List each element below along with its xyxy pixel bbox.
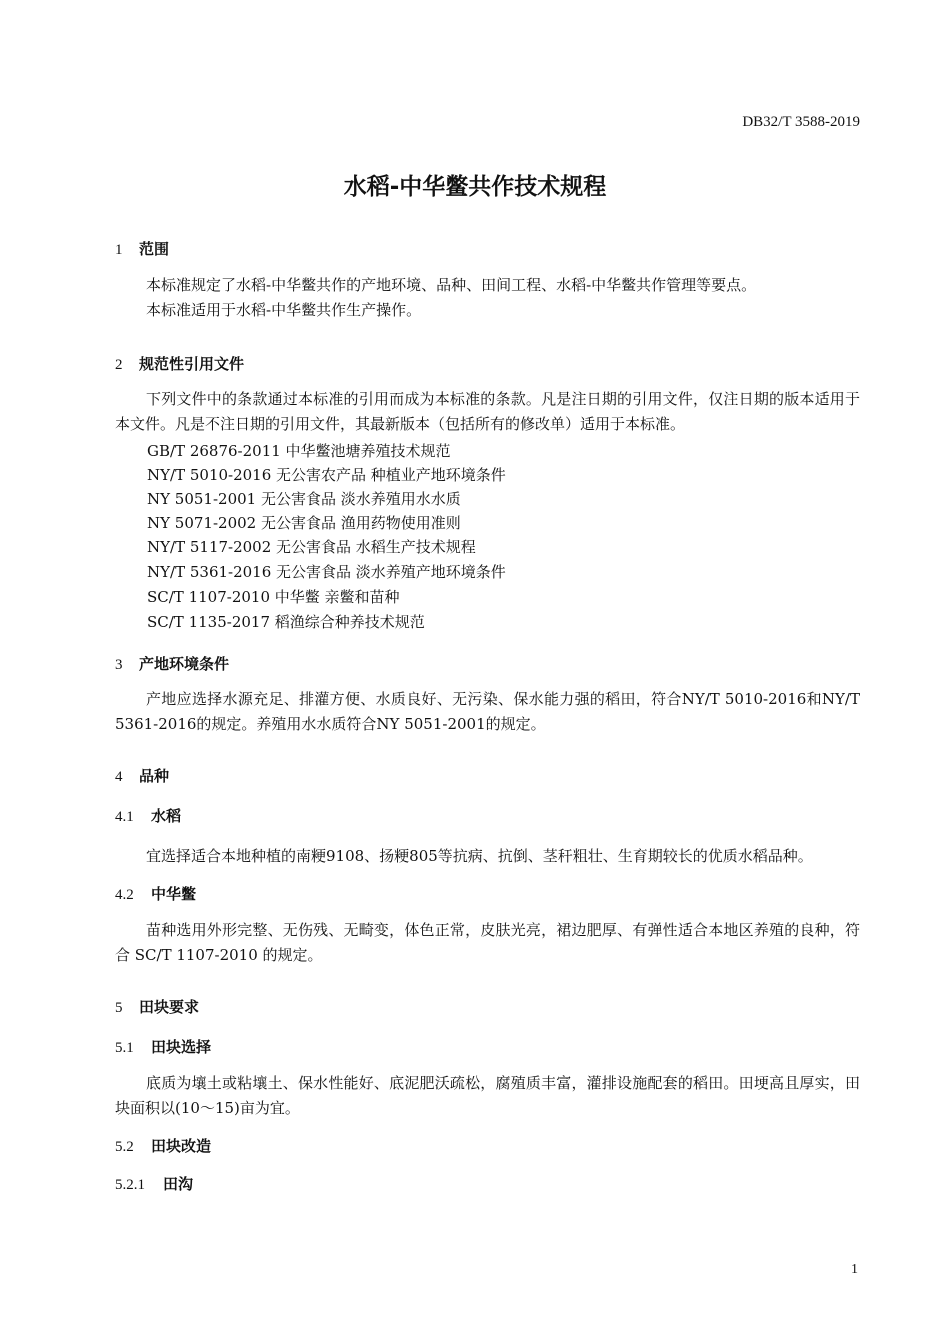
document-code: DB32/T 3588-2019: [742, 114, 860, 130]
section-2-heading: [115, 353, 244, 374]
reference-item: SC/T 1135-2017 稻渔综合种养技术规范: [147, 613, 425, 631]
section-title: 产地环境条件: [139, 655, 230, 673]
subsection-title: 田块改造: [151, 1137, 212, 1155]
subsection-title: 中华鳖: [151, 885, 197, 903]
subsection-number: 4.2: [115, 887, 134, 903]
subsection-number: 5.1: [115, 1040, 134, 1056]
subsection-4-1-heading: [115, 805, 181, 826]
subsection-5-2-1-heading: [115, 1173, 193, 1194]
subsection-number: 5.2.1: [115, 1177, 145, 1193]
page-number: 1: [851, 1262, 858, 1277]
subsection-number: 5.2: [115, 1139, 134, 1155]
section-1-heading: [115, 238, 169, 259]
reference-item: NY/T 5010-2016 无公害农产品 种植业产地环境条件: [147, 466, 506, 484]
subsection-title: 水稻: [151, 807, 182, 825]
section-1-paragraph-1: 本标准规定了水稻-中华鳖共作的产地环境、品种、田间工程、水稻-中华鳖共作管理等要点。: [146, 276, 757, 294]
section-2-paragraph-1: 下列文件中的条款通过本标准的引用而成为本标准的条款。凡是注日期的引用文件，仅注日期的版本适用于本文件。凡是不注日期的引用文件，其最新版本（包括所有的修改单）适用于本标准。: [115, 390, 860, 433]
subsection-title: 田沟: [163, 1175, 194, 1193]
subsection-title: 田块选择: [151, 1038, 212, 1056]
section-3-heading: [115, 653, 229, 674]
reference-item: NY 5071-2002 无公害食品 渔用药物使用准则: [147, 514, 461, 532]
section-number: 3: [115, 657, 123, 673]
section-title: 范围: [139, 240, 170, 258]
section-number: 1: [115, 242, 123, 258]
section-3-paragraph-1: 产地应选择水源充足、排灌方便、水质良好、无污染、保水能力强的稻田，符合NY/T 5010-2016和NY/T 5361-2016的规定。养殖用水水质符合NY 5051-2001的规定。: [115, 690, 860, 733]
reference-item: NY/T 5361-2016 无公害食品 淡水养殖产地环境条件: [147, 563, 506, 581]
subsection-4-1-paragraph: 宜选择适合本地种植的南粳9108、扬粳805等抗病、抗倒、茎秆粗壮、生育期较长的优质水稻品种。: [146, 847, 813, 865]
subsection-5-2-heading: [115, 1135, 211, 1156]
reference-item: GB/T 26876-2011 中华鳖池塘养殖技术规范: [147, 442, 451, 460]
section-title: 品种: [139, 767, 170, 785]
reference-item: NY/T 5117-2002 无公害食品 水稻生产技术规程: [147, 538, 476, 556]
subsection-4-2-heading: [115, 883, 196, 904]
subsection-5-1-heading: [115, 1036, 211, 1057]
section-title: 规范性引用文件: [139, 355, 245, 373]
subsection-4-2-paragraph: 苗种选用外形完整、无伤残、无畸变，体色正常，皮肤光亮，裙边肥厚、有弹性适合本地区养殖的良种，符合 SC/T 1107-2010 的规定。: [115, 921, 860, 964]
reference-item: SC/T 1107-2010 中华鳖 亲鳖和苗种: [147, 588, 400, 606]
reference-item: NY 5051-2001 无公害食品 淡水养殖用水水质: [147, 490, 461, 508]
section-number: 4: [115, 769, 123, 785]
document-title: 水稻-中华鳖共作技术规程: [343, 174, 607, 200]
section-title: 田块要求: [139, 998, 200, 1016]
subsection-5-1-paragraph: 底质为壤土或粘壤土、保水性能好、底泥肥沃疏松，腐殖质丰富，灌排设施配套的稻田。田埂高且厚实，田块面积以(10～15)亩为宜。: [115, 1074, 860, 1117]
section-1-paragraph-2: 本标准适用于水稻-中华鳖共作生产操作。: [146, 301, 422, 319]
subsection-number: 4.1: [115, 809, 134, 825]
section-number: 5: [115, 1000, 123, 1016]
section-5-heading: [115, 996, 199, 1017]
section-number: 2: [115, 357, 123, 373]
section-4-heading: [115, 765, 169, 786]
